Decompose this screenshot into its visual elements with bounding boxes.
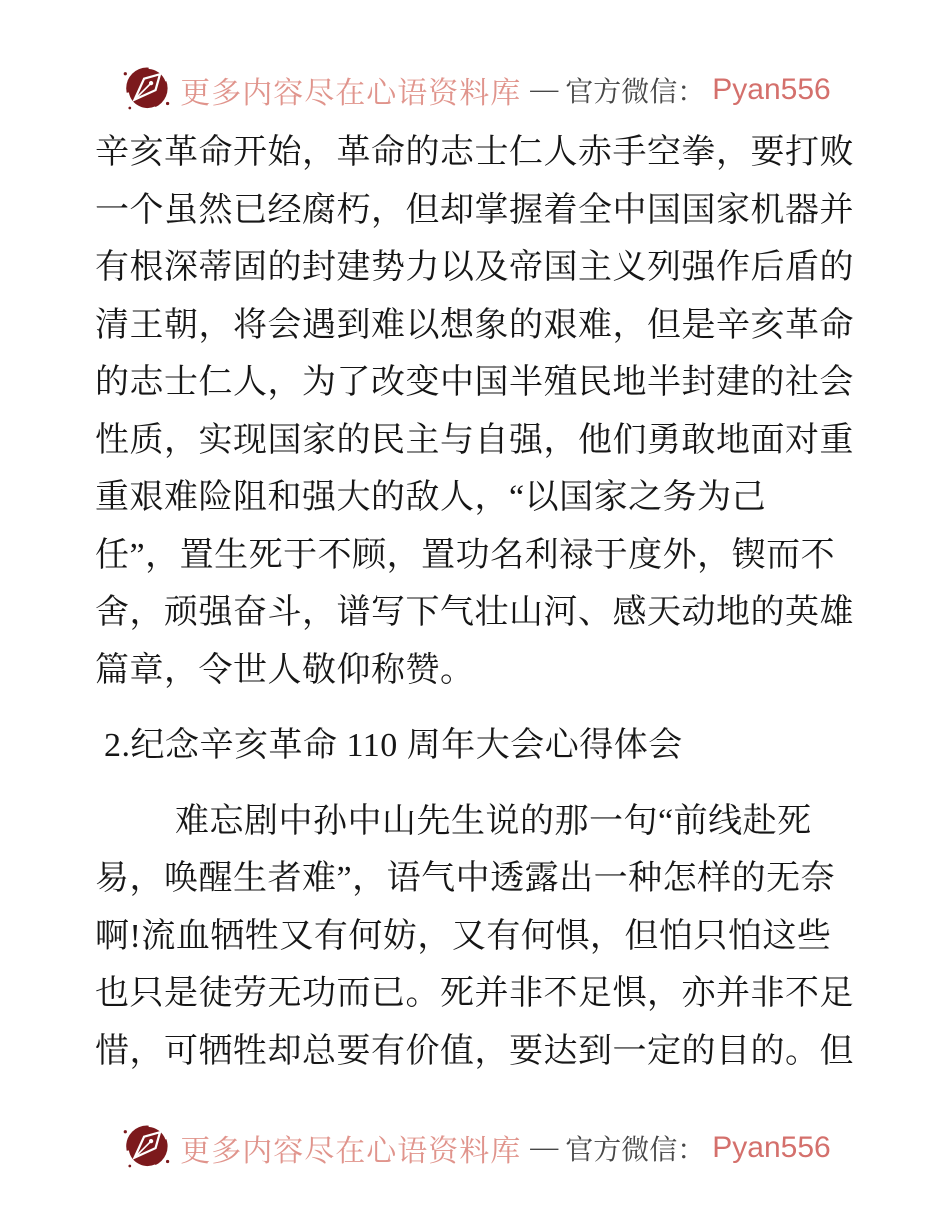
watermark-separator: — bbox=[530, 74, 559, 105]
paragraph-2-line: 啊!流血牺牲又有何妨，又有何惧，但怕只怕这些 bbox=[95, 917, 832, 955]
paragraph-1-line: 一个虽然已经腐朽，但却掌握着全中国国家机器并 bbox=[95, 191, 854, 229]
watermark-wechat-label: 官方微信： bbox=[565, 77, 706, 108]
watermark-brand-text: 更多内容尽在心语资料库 bbox=[180, 77, 522, 110]
document-body bbox=[95, 124, 855, 1080]
watermark-brand-text: 更多内容尽在心语资料库 bbox=[180, 1135, 522, 1168]
paragraph-1-line: 任”，置生死于不顾，置功名利禄于度外，锲而不 bbox=[95, 536, 836, 574]
paragraph-1-line: 舍，顽强奋斗，谱写下气壮山河、感天动地的英雄 bbox=[95, 594, 854, 631]
paragraph-1-line: 有根深蒂固的封建势力以及帝国主义列强作后盾的 bbox=[95, 249, 854, 286]
pen-nib-logo-icon bbox=[119, 63, 173, 117]
paragraph-1-line: 的志士仁人，为了改变中国半殖民地半封建的社会 bbox=[95, 364, 854, 401]
paragraph-1-line: 性质，实现国家的民主与自强，他们勇敢地面对重 bbox=[95, 421, 854, 459]
paragraph-1-line: 重艰难险阻和强大的敌人，“以国家之务为己 bbox=[95, 479, 767, 516]
paragraph-1 bbox=[95, 124, 855, 699]
footer-watermark bbox=[0, 1120, 950, 1176]
paragraph-1-line: 清王朝，将会遇到难以想象的艰难，但是辛亥革命 bbox=[95, 306, 854, 344]
paragraph-2 bbox=[95, 793, 855, 1081]
paragraph-2-line: 易，唤醒生者难”，语气中透露出一种怎样的无奈 bbox=[95, 860, 836, 897]
watermark-wechat-id: Pyan556 bbox=[712, 73, 831, 106]
paragraph-1-line: 辛亥革命开始，革命的志士仁人赤手空拳，要打败 bbox=[95, 134, 854, 171]
pen-nib-logo-icon bbox=[119, 1121, 173, 1175]
watermark-wechat-id: Pyan556 bbox=[712, 1131, 831, 1164]
paragraph-1-line: 篇章，令世人敬仰称赞。 bbox=[95, 651, 475, 689]
watermark-separator: — bbox=[530, 1132, 559, 1163]
header-watermark bbox=[0, 62, 950, 118]
paragraph-2-line: 难忘剧中孙中山先生说的那一句“前线赴死 bbox=[175, 802, 812, 840]
section-heading: 2.纪念辛亥革命 110 周年大会心得体会 bbox=[104, 727, 683, 764]
watermark-wechat-label: 官方微信： bbox=[565, 1135, 706, 1166]
paragraph-2-line: 也只是徒劳无功而已。死并非不足惧，亦并非不足 bbox=[95, 975, 854, 1012]
paragraph-2-line: 惜，可牺牲却总要有价值，要达到一定的目的。但 bbox=[95, 1032, 854, 1070]
